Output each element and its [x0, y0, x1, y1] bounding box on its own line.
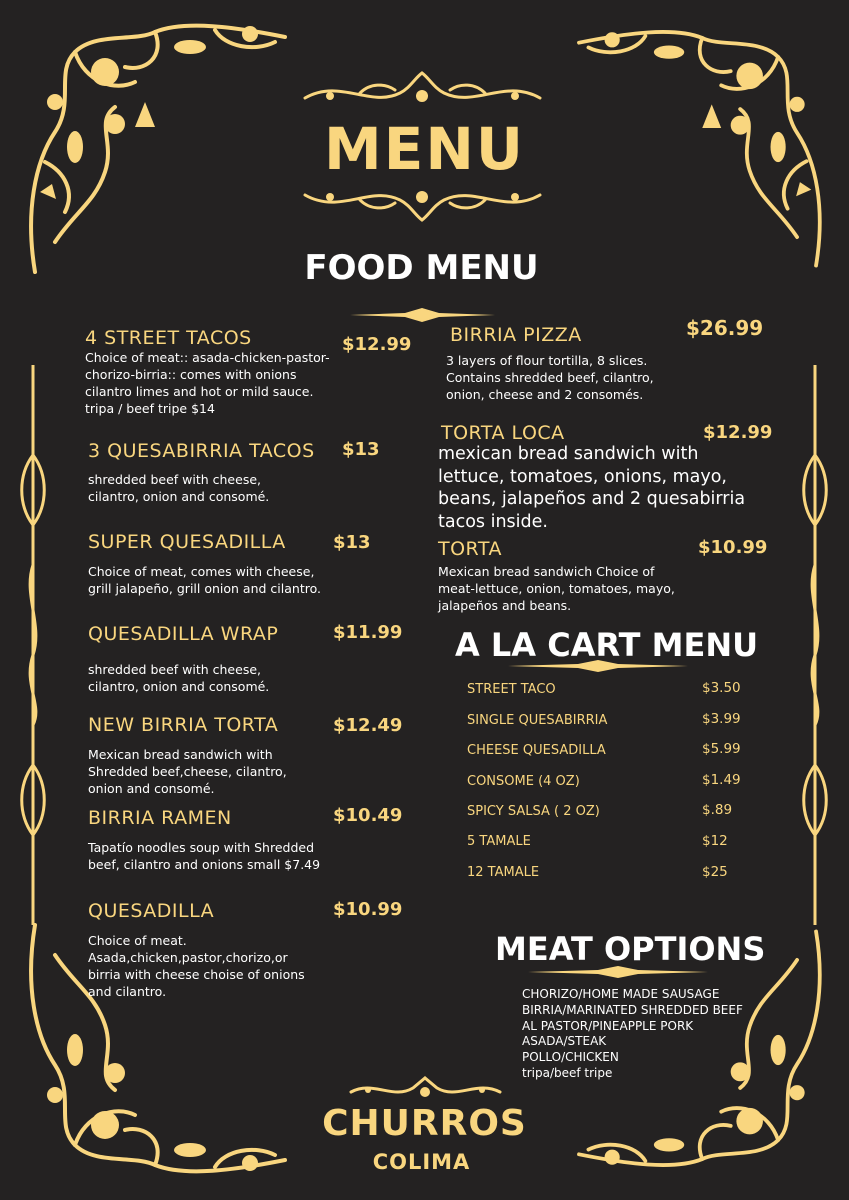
meat-options-heading: MEAT OPTIONS — [495, 930, 766, 968]
menu-item-price: $10.99 — [333, 899, 403, 920]
meat-option: BIRRIA/MARINATED SHREDDED BEEF — [522, 1002, 743, 1017]
cart-item-name: SINGLE QUESABIRRIA — [467, 713, 608, 728]
menu-item-price: $10.99 — [698, 537, 768, 558]
meat-option: ASADA/STEAK — [522, 1034, 607, 1049]
menu-item-description: Mexican bread sandwich Choice of meat-lettuce, onion, tomatoes, mayo, jalapeños and beans. — [438, 564, 675, 613]
cart-item-price: $.89 — [702, 802, 733, 818]
menu-item-name: TORTA LOCA — [441, 422, 565, 444]
header-flourish-icon — [300, 68, 545, 113]
meat-option: AL PASTOR/PINEAPPLE PORK — [522, 1018, 694, 1033]
menu-item-description: shredded beef with cheese, cilantro, onion and consomé. — [88, 662, 270, 694]
meat-option: CHORIZO/HOME MADE SAUSAGE — [522, 987, 720, 1001]
menu-item-description: Choice of meat:: asada-chicken-pastor-chorizo-birria:: comes with onions cilantro limes and hot or mild sauce. tripa / beef tripe $14 — [85, 350, 330, 416]
cart-item-price: $3.99 — [702, 711, 741, 727]
menu-item-name: QUESADILLA — [88, 900, 215, 922]
divider-ornament-icon — [350, 308, 495, 322]
menu-item-price: $10.49 — [333, 805, 403, 826]
menu-item-description: Mexican bread sandwich with Shredded beef,cheese, cilantro, onion and consomé. — [88, 747, 287, 796]
menu-item-name: BIRRIA PIZZA — [450, 324, 582, 346]
menu-item-name: NEW BIRRIA TORTA — [88, 714, 279, 736]
menu-item-price: $12.99 — [703, 422, 773, 443]
cart-item-price: $25 — [702, 864, 728, 880]
menu-item-name: BIRRIA RAMEN — [88, 807, 232, 829]
menu-item-price: $26.99 — [686, 316, 764, 340]
cart-item-price: $1.49 — [702, 772, 741, 788]
menu-item-description: shredded beef with cheese, cilantro, onion and consomé. — [88, 472, 270, 504]
cart-item-name: 12 TAMALE — [467, 865, 540, 880]
menu-item-description: Choice of meat, comes with cheese, grill jalapeño, grill onion and cilantro. — [88, 564, 321, 596]
side-scroll-icon — [800, 365, 830, 925]
cart-item-name: CHEESE QUESADILLA — [467, 743, 606, 758]
cart-item-name: 5 TAMALE — [467, 834, 531, 849]
menu-item-price: $11.99 — [333, 622, 403, 643]
menu-title: MENU — [324, 115, 525, 183]
menu-item-description: mexican bread sandwich with lettuce, tomatoes, onions, mayo, beans, jalapeños and 2 quesabirria tacos inside. — [438, 444, 746, 532]
cart-item-price: $3.50 — [702, 680, 741, 696]
cart-item-price: $12 — [702, 833, 728, 849]
menu-item-price: $12.49 — [333, 715, 403, 736]
brand-name: CHURROS — [322, 1103, 527, 1144]
food-menu-heading: FOOD MENU — [304, 248, 539, 288]
meat-options-list — [522, 987, 743, 1082]
menu-item-name: 4 STREET TACOS — [85, 327, 252, 349]
cart-item-price: $5.99 — [702, 741, 741, 757]
menu-item-name: QUESADILLA WRAP — [88, 623, 279, 645]
menu-item-price: $13 — [342, 439, 380, 460]
menu-item-name: TORTA — [438, 538, 503, 560]
cart-item-name: CONSOME (4 OZ) — [467, 774, 580, 789]
menu-item-description: 3 layers of flour tortilla, 8 slices. Contains shredded beef, cilantro, onion, cheese and 2 consomés. — [446, 353, 654, 402]
meat-option: POLLO/CHICKEN — [522, 1050, 619, 1065]
header-flourish-icon — [348, 1072, 503, 1102]
a-la-cart-heading: A LA CART MENU — [455, 626, 759, 664]
menu-item-price: $12.99 — [342, 334, 412, 355]
brand-subtitle: COLIMA — [372, 1150, 471, 1174]
menu-item-description: Choice of meat. Asada,chicken,pastor,chorizo,or birria with cheese choise of onions and cilantro. — [88, 933, 305, 999]
cart-item-name: SPICY SALSA ( 2 OZ) — [467, 804, 600, 819]
menu-item-name: SUPER QUESADILLA — [88, 531, 286, 553]
header-flourish-icon — [300, 180, 545, 225]
menu-item-name: 3 QUESABIRRIA TACOS — [88, 440, 315, 462]
cart-item-name: STREET TACO — [467, 682, 556, 697]
side-scroll-icon — [18, 365, 48, 925]
meat-option: tripa/beef tripe — [522, 1065, 613, 1080]
menu-item-price: $13 — [333, 532, 371, 553]
menu-item-description: Tapatío noodles soup with Shredded beef, cilantro and onions small $7.49 — [88, 840, 321, 872]
